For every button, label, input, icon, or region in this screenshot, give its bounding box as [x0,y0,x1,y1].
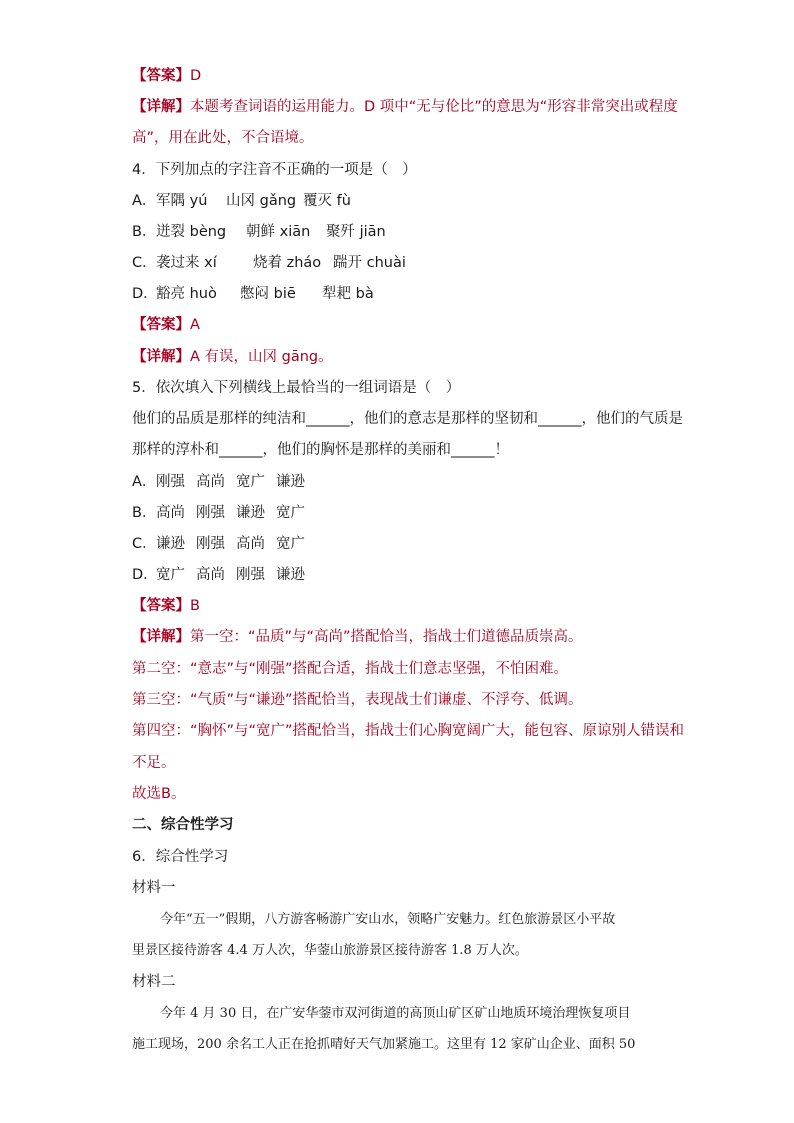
q4-detail-line [132,347,333,367]
material1-title: 材料一 [132,880,176,896]
material1-line1: 今年“五一”假期，八方游客畅游广安山水，领略广安魅力。红色旅游景区小平故 [160,912,616,927]
q5-option-a [132,472,305,492]
q5-text-line1: 他们的品质是那样的纯洁和______，他们的意志是那样的坚韧和______，他们的气质是 [132,411,683,427]
q3-answer-line [132,66,201,86]
option-item: 刚强 [236,567,265,583]
q3-detail-line2: 高”，用在此处，不合语境。 [132,130,314,146]
q5-detail-line5: 不足。 [132,755,176,771]
option-label: A． [132,474,157,490]
q3-detail-line1 [132,97,678,117]
material2-title: 材料二 [132,974,176,990]
q5-stem: 5．依次填入下列横线上最恰当的一组词语是（ ） [132,380,461,396]
q4-option-a [132,191,351,211]
option-item: 谦逊 [156,536,185,552]
option-item: 刚强 [156,474,185,490]
option-item: 踹开 chuài [333,255,406,271]
option-item: 朝鲜 xiān [246,224,311,240]
option-item: 军隅 yú [156,193,208,209]
q5-detail-line2: 第二空：“意志”与“刚强”搭配合适，指战士们意志坚强，不怕困难。 [132,661,569,677]
q5-option-b [132,503,305,523]
option-item: 高尚 [196,567,225,583]
option-item: 谦逊 [236,505,265,521]
q5-answer-line [132,596,200,616]
q5-choose: 故选B。 [132,786,186,802]
option-label: A． [132,193,157,209]
material1-line2: 里景区接待游客 4.4 万人次，华蓥山旅游景区接待游客 1.8 万人次。 [132,943,528,958]
q4-detail-text: A 有误，山冈 gāng。 [190,349,333,365]
option-label: B． [132,505,157,521]
q5-text-line2: 那样的淳朴和______，他们的胸怀是那样的美丽和______！ [132,442,509,458]
option-item: 刚强 [196,505,225,521]
q5-detail-line3: 第三空：“气质”与“谦逊”搭配恰当，表现战士们谦虚、不浮夸、低调。 [132,692,583,708]
option-item: 宽广 [236,474,265,490]
option-item: 高尚 [196,474,225,490]
option-label: D． [132,286,158,302]
option-item: 刚强 [196,536,225,552]
option-item: 迸裂 bèng [156,224,227,240]
option-item: 豁亮 huò [156,286,217,302]
q3-answer: D [190,68,202,84]
q4-answer: A [190,317,200,333]
option-item: 高尚 [156,505,185,521]
option-label: C． [132,255,157,271]
material2-line1: 今年 4 月 30 日，在广安华蓥市双河街道的高顶山矿区矿山地质环境治理恢复项目 [160,1006,631,1021]
q5-detail-line4: 第四空：“胸怀”与“宽广”搭配恰当，指战士们心胸宽阔广大，能包容、原谅别人错误和 [132,723,685,739]
answer-tag: 【答案】 [132,598,190,614]
option-item: 高尚 [236,536,265,552]
detail-tag: 【详解】 [132,99,190,115]
option-item: 宽广 [276,536,305,552]
option-item: 憋闷 biē [240,286,296,302]
q5-option-c [132,534,305,554]
q4-option-d [132,284,374,304]
q4-stem: 4．下列加点的字注音不正确的一项是（ ） [132,162,417,178]
option-label: D． [132,567,158,583]
option-item: 袭过来 xí [156,255,217,271]
option-item: 宽广 [276,505,305,521]
option-item: 谦逊 [276,567,305,583]
q5-option-d [132,565,305,585]
q5-detail-line1 [132,627,583,647]
option-label: B． [132,224,157,240]
option-item: 聚歼 jiān [326,224,386,240]
q4-option-b [132,222,386,242]
detail-tag: 【详解】 [132,349,190,365]
option-label: C． [132,536,157,552]
section-heading: 二、综合性学习 [132,817,234,833]
q4-option-c [132,253,406,273]
q5-answer: B [190,598,200,614]
option-item: 宽广 [156,567,185,583]
q6-stem: 6．综合性学习 [132,849,229,865]
option-item: 谦逊 [276,474,305,490]
q3-detail-text: 本题考查词语的运用能力。D 项中“无与伦比”的意思为“形容非常突出或程度 [190,99,678,115]
answer-tag: 【答案】 [132,68,190,84]
material2-line2: 施工现场，200 余名工人正在抢抓晴好天气加紧施工。这里有 12 家矿山企业、面积 50 [132,1037,636,1052]
option-item: 烧着 zháo [253,255,322,271]
q5-detail-text: 第一空：“品质”与“高尚”搭配恰当，指战士们道德品质崇高。 [190,629,583,645]
detail-tag: 【详解】 [132,629,190,645]
option-item: 覆灭 fù [303,193,351,209]
answer-tag: 【答案】 [132,317,190,333]
option-item: 犁耙 bà [322,286,374,302]
q4-answer-line [132,315,200,335]
option-item: 山冈 gǎng [226,193,297,209]
